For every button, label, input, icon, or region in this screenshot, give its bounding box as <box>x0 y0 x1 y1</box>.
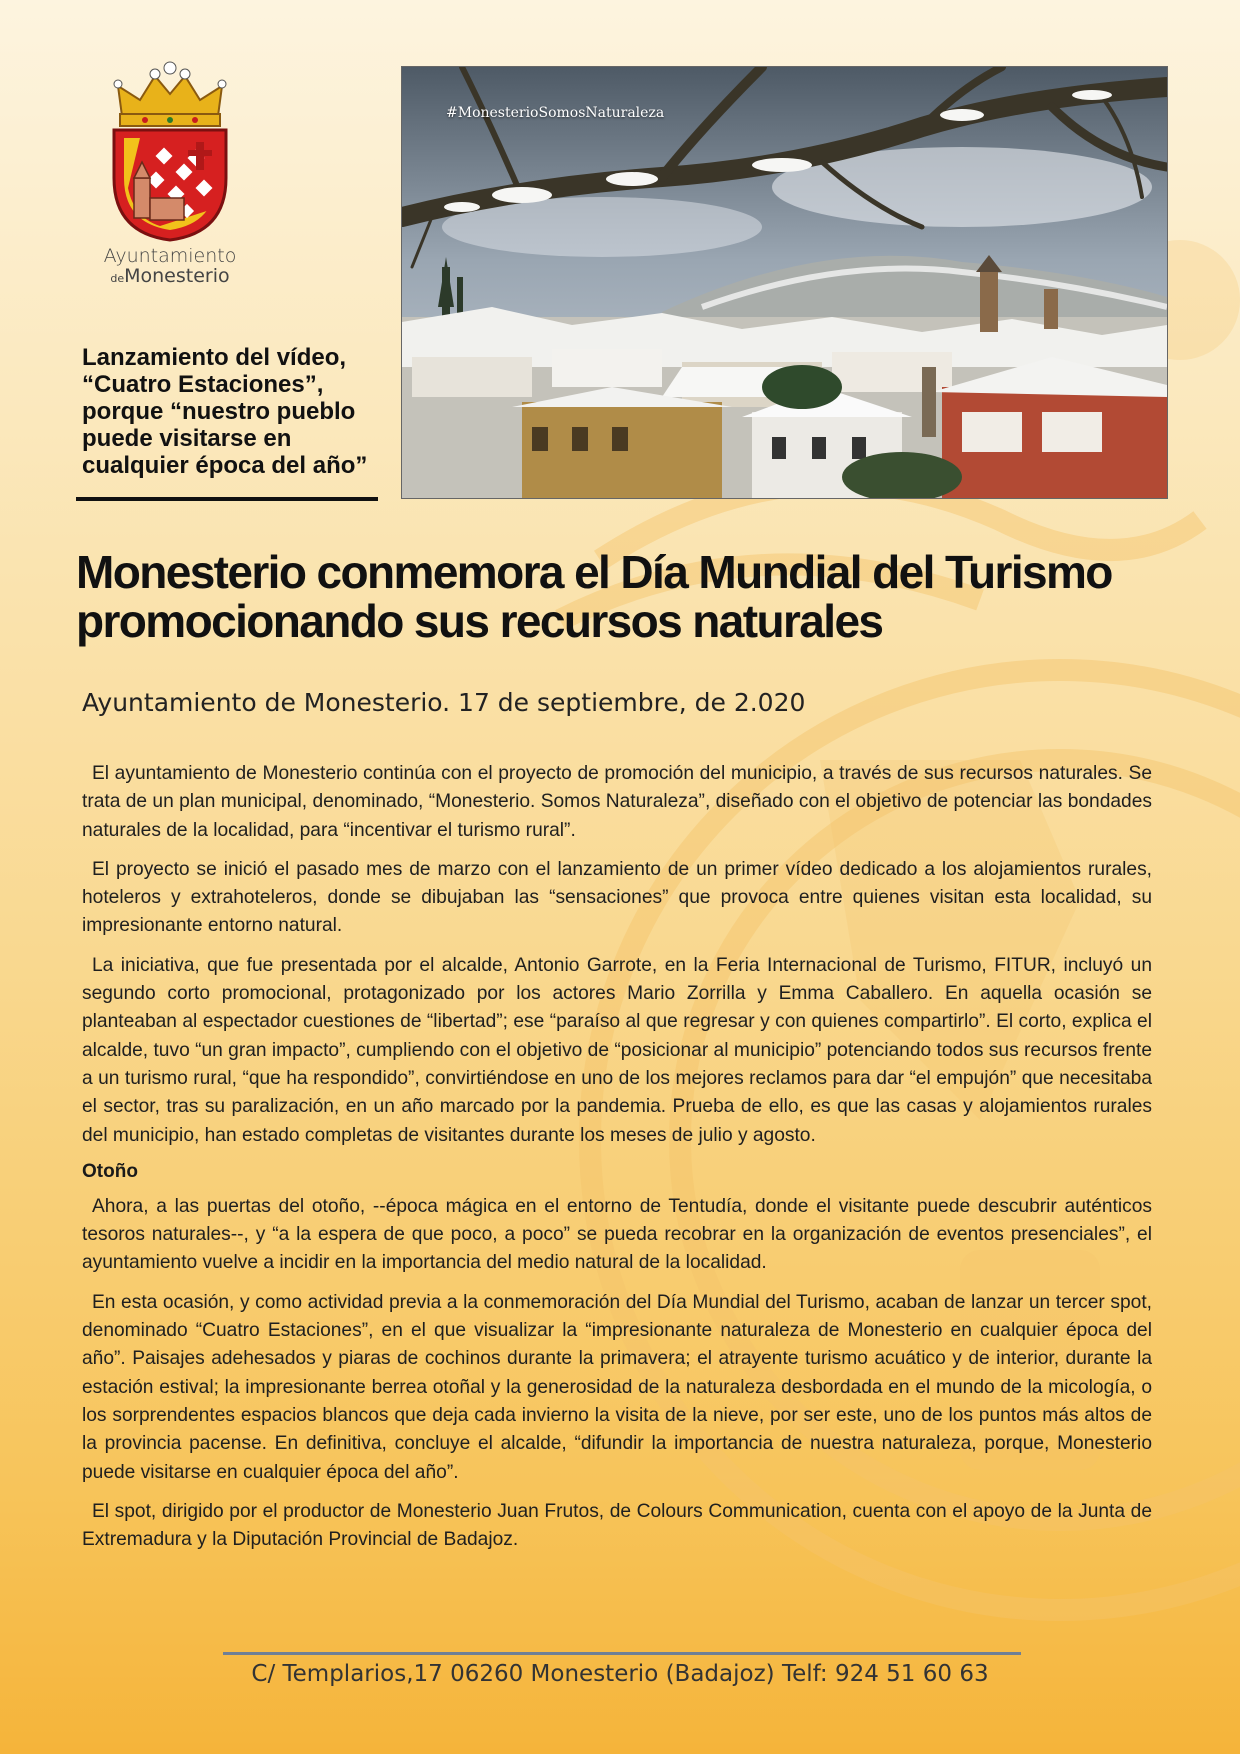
logo-monesterio: Monesterio <box>124 264 230 287</box>
municipal-logo <box>95 58 245 287</box>
kicker-text: Lanzamiento del vídeo, “Cuatro Estaciones”, porque “nuestro pueblo puede visitarse en cualquier época del año” <box>82 344 368 480</box>
paragraph-2: El proyecto se inició el pasado mes de marzo con el lanzamiento de un primer vídeo dedicado a los alojamientos rurales, hoteleros y extrahoteleros, donde se dibujaban las “sensaciones” que provoca entre quienes visitan esta localidad, su impresionante entorno natural. <box>82 858 1152 937</box>
dateline: Ayuntamiento de Monesterio. 17 de septiembre, de 2.020 <box>82 688 806 717</box>
coat-of-arms-icon <box>100 58 240 243</box>
logo-de: de <box>110 271 125 285</box>
village-photo <box>401 66 1168 499</box>
paragraph-4: Ahora, a las puertas del otoño, --época mágica en el entorno de Tentudía, donde el visitante puede descubrir auténticos tesoros naturales--, y “a la espera de que poco, a poco” se pueda recobrar en la organización de eventos presenciales”, el ayuntamiento vuelve a incidir en la importancia del medio natural de la localidad. <box>82 1195 1152 1274</box>
footer-address: C/ Templarios,17 06260 Monesterio (Badajoz) Telf: 924 51 60 63 <box>251 1661 989 1687</box>
photo-hashtag: #MonesterioSomosNaturaleza <box>446 105 665 121</box>
footer-divider <box>223 1652 1021 1655</box>
subhead-otono: Otoño <box>82 1160 138 1182</box>
logo-line-monesterio <box>95 264 245 287</box>
paragraph-1: El ayuntamiento de Monesterio continúa con el proyecto de promoción del municipio, a través de sus recursos naturales. Se trata de un plan municipal, denominado, “Monesterio. Somos Naturaleza”, diseñado con el objetivo de potenciar las bondades naturales de la localidad, para “incentivar el turismo rural”. <box>82 763 1152 841</box>
article-body <box>82 760 1152 1565</box>
logo-line-ayuntamiento: Ayuntamiento <box>103 245 237 267</box>
kicker-divider <box>76 497 378 501</box>
snowy-village-image <box>402 67 1167 498</box>
paragraph-6: El spot, dirigido por el productor de Monesterio Juan Frutos, de Colours Communication, cuenta con el apoyo de la Junta de Extremadura y la Diputación Provincial de Badajoz. <box>82 1500 1152 1551</box>
headline: Monesterio conmemora el Día Mundial del Turismo promocionando sus recursos naturales <box>76 546 1112 648</box>
paragraph-5: En esta ocasión, y como actividad previa a la conmemoración del Día Mundial del Turismo, acaban de lanzar un tercer spot, denominado “Cuatro Estaciones”, en el que visualizar la “impresionante naturaleza de Monesterio en cualquier época del año”. Paisajes adehesados y piaras de cochinos durante la primavera; el atrayente turismo acuático y de interior, durante la estación estival; la impresionante berrea otoñal y la generosidad de la naturaleza desbordada en el mundo de la micología, o los sorprendentes espacios blancos que deja cada invierno la visita de la nieve, por ser este, uno de los puntos más altos de la provincia pacense. En definitiva, concluye el alcalde, “difundir la importancia de nuestra naturaleza, porque, Monesterio puede visitarse en cualquier época del año”. <box>82 1291 1152 1483</box>
paragraph-3: La iniciativa, que fue presentada por el alcalde, Antonio Garrote, en la Feria Internacional de Turismo, FITUR, incluyó un segundo corto promocional, protagonizado por los actores Mario Zorrilla y Emma Caballero. En aquella ocasión se planteaban al espectador cuestiones de “libertad”; ese “paraíso al que regresar y con quienes compartirlo”. El corto, explica el alcalde, tuvo “un gran impacto”, cumpliendo con el objetivo de “posicionar al municipio” potenciando todos sus recursos frente a un turismo rural, “que ha respondido”, convirtiéndose en uno de los mejores reclamos para dar “el empujón” que necesitaba el sector, tras su paralización, en un año marcado por la pandemia. Prueba de ello, es que las casas y alojamientos rurales del municipio, han estado completas de visitantes durante los meses de julio y agosto. <box>82 954 1152 1146</box>
logo-caption <box>95 247 245 287</box>
